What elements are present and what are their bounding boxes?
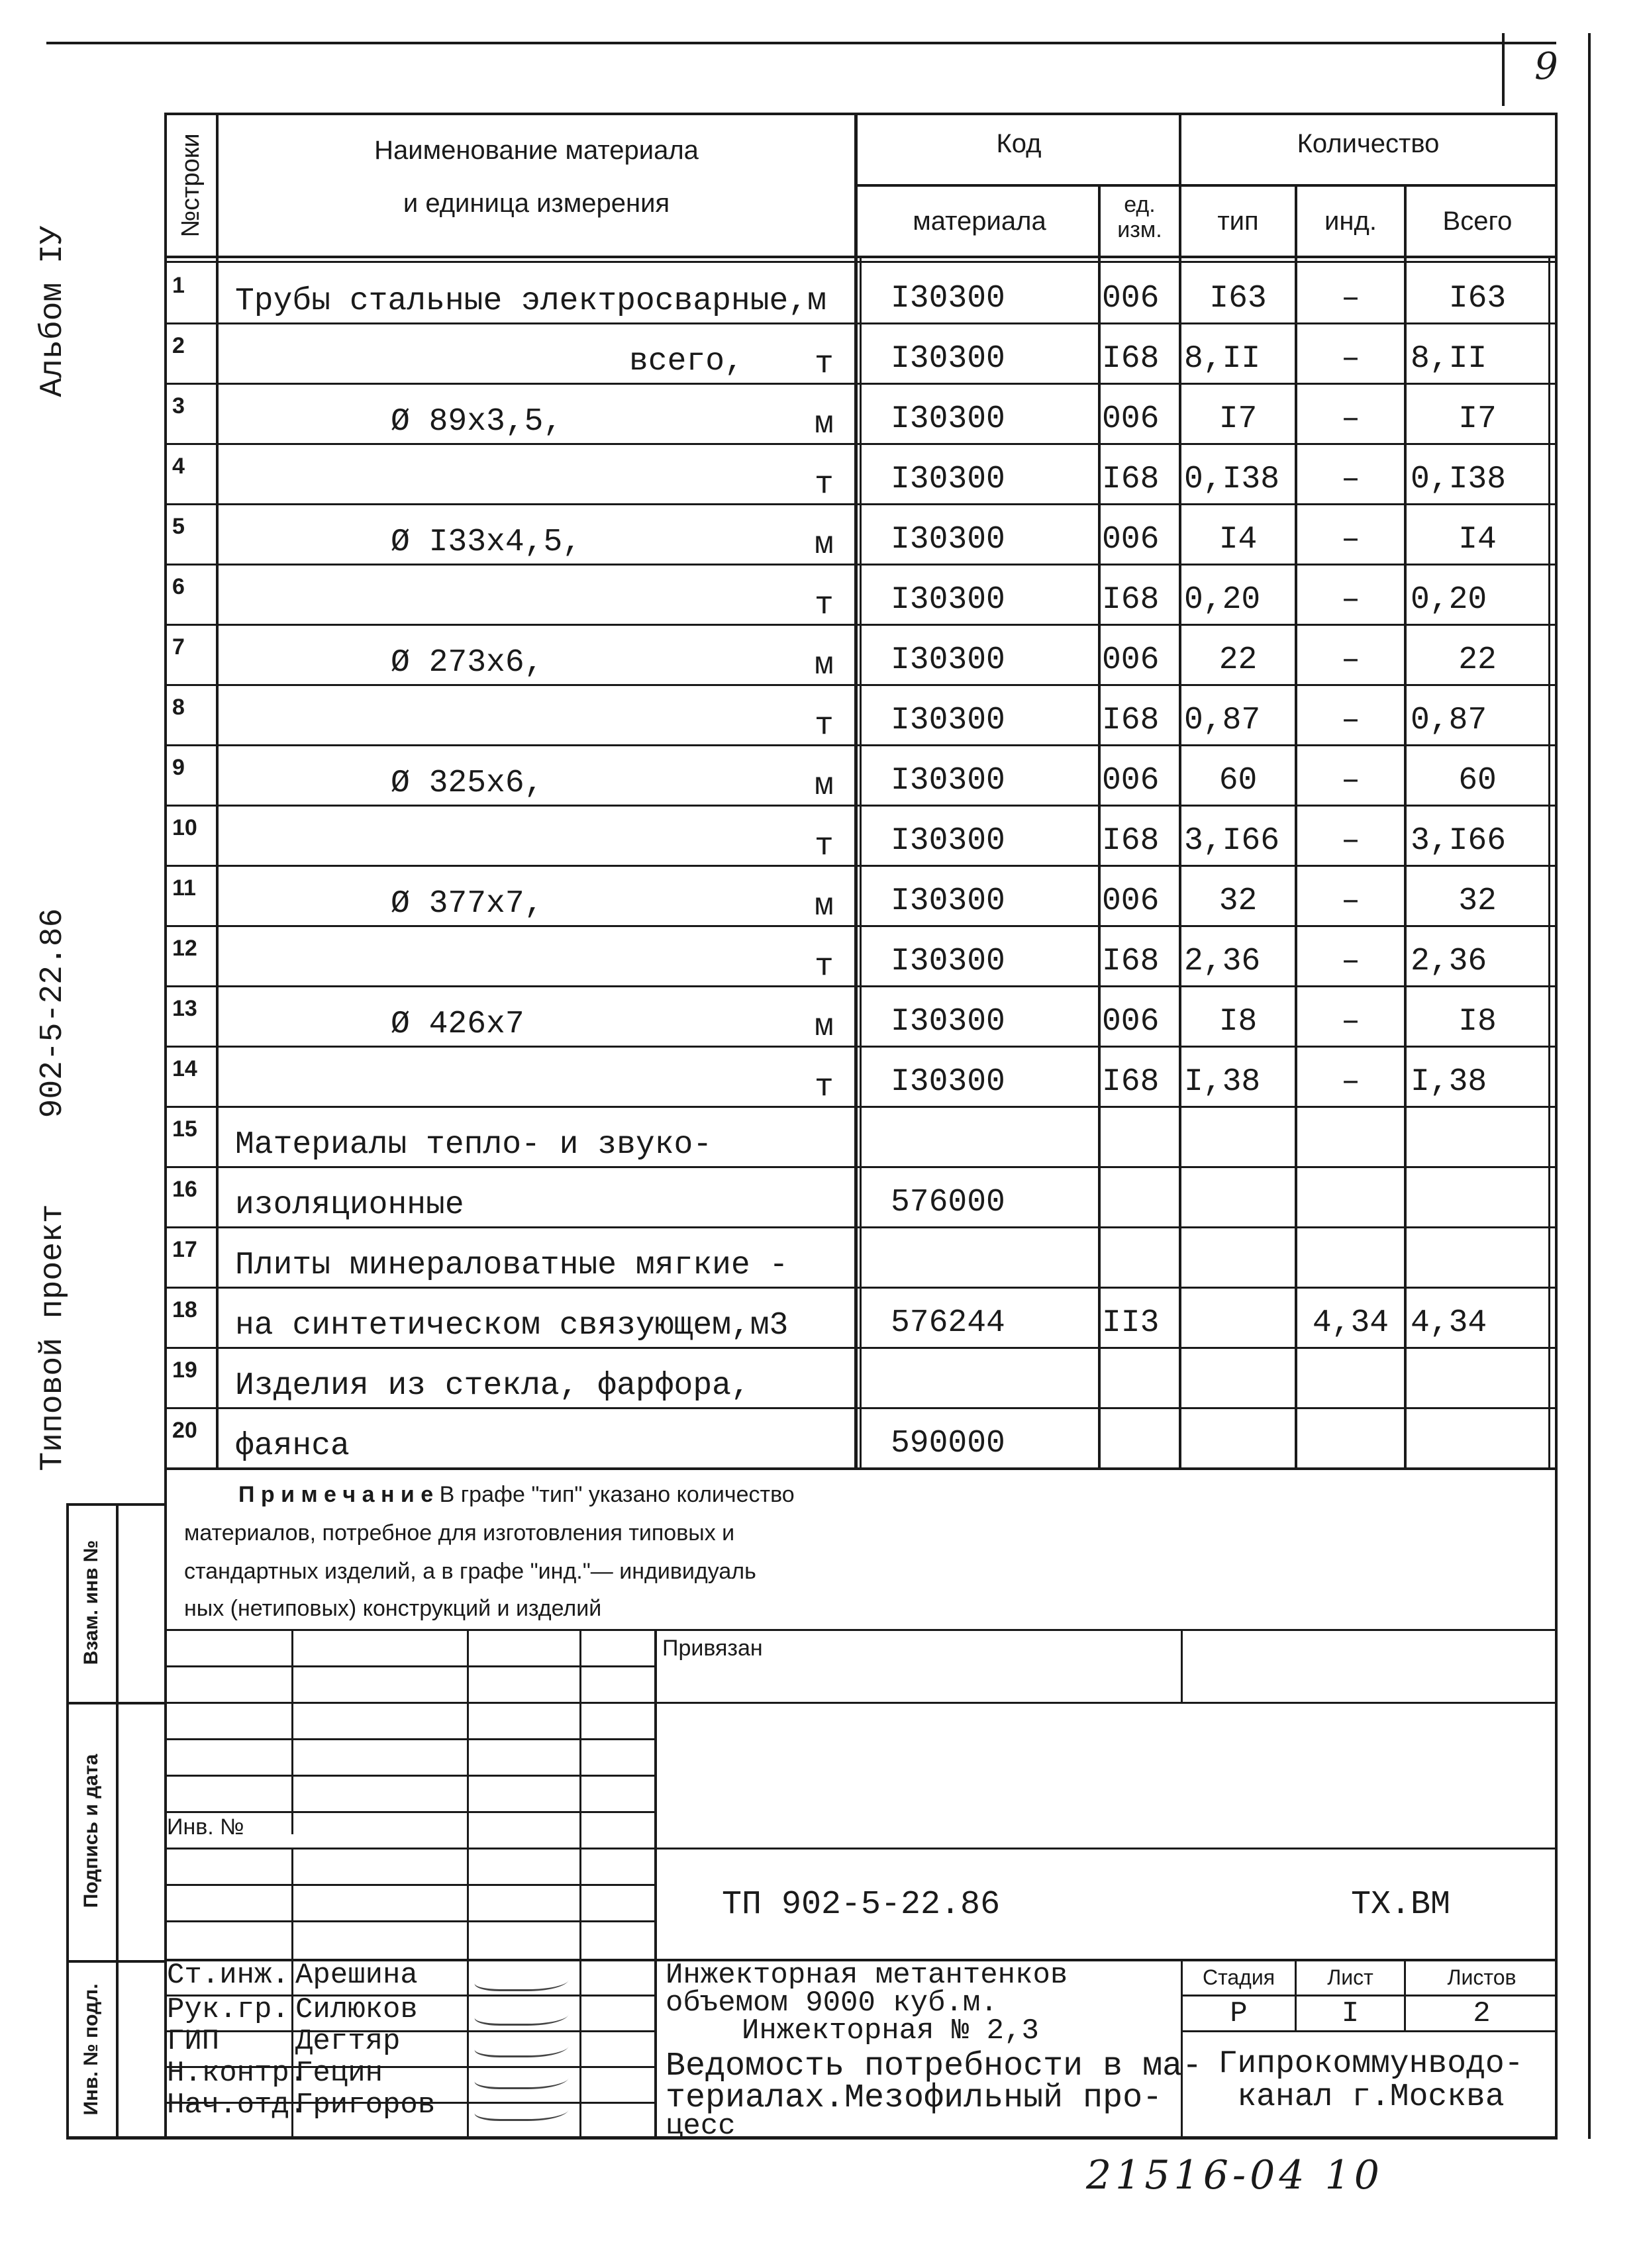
material-unit-label: м <box>815 527 834 563</box>
qty-total: 2,36 <box>1411 944 1487 979</box>
material-name: Ø 273х6, <box>391 645 544 681</box>
row-number: 12 <box>172 936 197 961</box>
header-type: тип <box>1217 207 1259 236</box>
note-line2: материалов, потребное для изготовления типовых и <box>184 1520 735 1546</box>
qty-ind: – <box>1341 341 1360 377</box>
desc-line3: Инжекторная № 2,3 <box>742 2014 1039 2047</box>
qty-ind: – <box>1341 944 1360 979</box>
desc-line4: Ведомость потребности в ма- <box>666 2047 1203 2085</box>
desc-line1: Инжекторная метантенков <box>666 1959 1068 1992</box>
row-rule <box>164 624 1558 626</box>
material-name: Трубы стальные электросварные,м <box>235 283 826 319</box>
qty-type: 3,I66 <box>1184 823 1280 859</box>
header-ind: инд. <box>1324 207 1377 236</box>
stamp-col-mid <box>116 1503 119 2139</box>
privyazan-label: Привязан <box>662 1636 763 1661</box>
qty-ind: – <box>1341 1064 1360 1100</box>
qty-total: 4,34 <box>1411 1305 1487 1341</box>
staff-name: Арешина <box>295 1959 418 1992</box>
field-vzam-inv: Взам. инв № <box>80 1540 102 1665</box>
material-code: 576000 <box>891 1185 1005 1220</box>
material-unit-label: т <box>815 467 834 503</box>
row-rule <box>164 503 1558 505</box>
material-unit-label: м <box>815 889 834 924</box>
org-line2: канал г.Москва <box>1237 2079 1505 2115</box>
row-number: 20 <box>172 1418 197 1443</box>
unit-code: I68 <box>1102 944 1160 979</box>
desc-line2: объемом 9000 куб.м. <box>666 1987 998 2020</box>
material-code: I30300 <box>891 944 1005 979</box>
qty-total: 32 <box>1458 883 1497 919</box>
note-line4: ных (нетиповых) конструкций и изделий <box>184 1596 602 1621</box>
material-unit-label: м <box>815 768 834 804</box>
qty-type: I8 <box>1219 1004 1258 1040</box>
material-name: Плиты минераловатные мягкие - <box>235 1248 789 1283</box>
tb-v-1 <box>291 1629 293 1834</box>
qty-type: I63 <box>1209 281 1267 317</box>
material-unit-label: м <box>815 648 834 683</box>
qty-type: 0,I38 <box>1184 462 1280 497</box>
qty-type: I,38 <box>1184 1064 1261 1100</box>
signature-scribble <box>472 1998 575 2026</box>
material-unit-label: м <box>815 407 834 442</box>
header-total: Всего <box>1442 207 1513 236</box>
material-code: I30300 <box>891 341 1005 377</box>
material-code: I30300 <box>891 281 1005 317</box>
qty-total: 0,I38 <box>1411 462 1507 497</box>
header-row-no: №строки <box>177 133 205 238</box>
unit-code: 006 <box>1102 401 1160 437</box>
staff-name: Дегтяр <box>295 2025 401 2058</box>
staff-role: Нач.отд. <box>167 2089 307 2122</box>
row-rule <box>164 1226 1558 1228</box>
staff-role: Ст.инж. <box>167 1959 289 1992</box>
material-name: Материалы тепло- и звуко- <box>235 1127 713 1163</box>
material-code: I30300 <box>891 462 1005 497</box>
header-material: материала <box>913 207 1046 236</box>
page-number: 9 <box>1534 45 1558 88</box>
material-name: фаянса <box>235 1428 350 1464</box>
row-number: 10 <box>172 815 197 840</box>
row-rule <box>164 925 1558 927</box>
table-bottom <box>164 1467 1558 1470</box>
qty-type: 8,II <box>1184 341 1261 377</box>
header-name-line1: Наименование материала <box>374 136 699 165</box>
row-number: 5 <box>172 514 185 539</box>
table-right-border <box>1555 113 1558 2139</box>
row-rule <box>164 985 1558 987</box>
tb-v-5 <box>1181 1629 1183 1702</box>
unit-code: I68 <box>1102 462 1160 497</box>
inv-no-label: Инв. № <box>167 1814 244 1840</box>
material-unit-label: т <box>815 708 834 744</box>
tb-v-3 <box>579 1629 581 2138</box>
staff-role: Рук.гр. <box>167 1993 289 2026</box>
top-rule <box>46 42 1556 44</box>
note-title: П р и м е ч а н и е <box>238 1482 434 1507</box>
album-label: Альбом IУ <box>35 225 71 397</box>
staff-role: Н.контр. <box>167 2057 307 2090</box>
qty-total: I4 <box>1458 522 1497 558</box>
tb-top <box>164 1629 1558 1631</box>
row-rule <box>164 383 1558 385</box>
staff-role: ГИП <box>167 2025 220 2058</box>
material-name: Ø 426х7 <box>391 1007 524 1042</box>
qty-ind: – <box>1341 462 1360 497</box>
qty-type: 32 <box>1219 883 1258 919</box>
material-unit-label: т <box>815 346 834 382</box>
qty-ind: – <box>1341 763 1360 799</box>
row-number: 17 <box>172 1237 197 1262</box>
row-rule <box>164 865 1558 867</box>
col-div-unit <box>1179 113 1181 1470</box>
material-name: изоляционные <box>235 1187 464 1223</box>
field-podpis-data: Подпись и дата <box>80 1753 102 1908</box>
unit-code: 006 <box>1102 1004 1160 1040</box>
tb-stage-h2 <box>1181 2030 1558 2032</box>
qty-type: I7 <box>1219 401 1258 437</box>
qty-ind: – <box>1341 823 1360 859</box>
material-code: I30300 <box>891 883 1005 919</box>
qty-type: 22 <box>1219 642 1258 678</box>
row-rule <box>164 443 1558 445</box>
material-code: I30300 <box>891 582 1005 618</box>
note-line1 <box>238 1482 795 1508</box>
material-code: I30300 <box>891 642 1005 678</box>
header-name-line2: и единица измерения <box>403 189 670 218</box>
col-div-name <box>854 113 858 1470</box>
header-quantity: Количество <box>1297 129 1440 158</box>
note-text-1: В графе "тип" указано количество <box>439 1482 795 1507</box>
qty-type: 0,20 <box>1184 582 1261 618</box>
row-rule <box>164 744 1558 746</box>
stage-value: Р <box>1230 1997 1248 2030</box>
row-rule <box>164 1347 1558 1349</box>
material-unit-label: т <box>815 587 834 623</box>
row-rule <box>164 322 1558 324</box>
project-code-side: 902-5-22.86 <box>35 908 71 1118</box>
row-number: 7 <box>172 634 185 660</box>
stamp-sep-1 <box>66 1503 166 1506</box>
tb-bottom <box>66 2136 1558 2140</box>
row-number: 6 <box>172 574 185 599</box>
qty-total: 60 <box>1458 763 1497 799</box>
stamp-sep-2 <box>66 1702 166 1704</box>
stamp-sep-3 <box>66 1960 166 1963</box>
signature-scribble <box>472 2094 575 2121</box>
qty-ind: – <box>1341 522 1360 558</box>
header-mid <box>858 184 1558 187</box>
material-name: Ø 89х3,5, <box>391 404 563 440</box>
material-code: I30300 <box>891 763 1005 799</box>
row-number: 15 <box>172 1116 197 1142</box>
tb-h-7 <box>164 1848 1558 1849</box>
staff-name: Гецин <box>295 2057 383 2090</box>
tb-stage-h1 <box>1181 1995 1558 1997</box>
material-name: всего, <box>629 344 744 379</box>
material-code: I30300 <box>891 823 1005 859</box>
material-code: I30300 <box>891 401 1005 437</box>
signature-scribble <box>472 2030 575 2057</box>
page-number-box-right <box>1588 33 1591 2139</box>
unit-code: 006 <box>1102 281 1160 317</box>
col-div-ind <box>1404 184 1407 1470</box>
qty-total: I8 <box>1458 1004 1497 1040</box>
qty-total: 22 <box>1458 642 1497 678</box>
material-unit-label: м <box>815 1009 834 1045</box>
qty-type: I4 <box>1219 522 1258 558</box>
footer-number: 21516-04 10 <box>1086 2152 1383 2198</box>
field-inv-podl: Инв. № подл. <box>80 1983 102 2116</box>
stamp-col-left <box>66 1503 69 2139</box>
row-rule <box>164 1046 1558 1048</box>
header-top <box>164 113 1558 115</box>
row-number: 4 <box>172 454 185 479</box>
unit-code: 006 <box>1102 763 1160 799</box>
sheet-value: I <box>1341 1997 1360 2030</box>
tb-v-2 <box>467 1629 469 2138</box>
qty-total: I63 <box>1448 281 1507 317</box>
signature-scribble <box>472 2062 575 2089</box>
material-code: I30300 <box>891 1004 1005 1040</box>
row-number: 11 <box>172 875 196 901</box>
header-unit: ед. изм. <box>1117 192 1162 242</box>
qty-ind: 4,34 <box>1312 1305 1389 1341</box>
row-number: 9 <box>172 755 185 780</box>
row-number: 1 <box>172 273 185 298</box>
material-code: I30300 <box>891 1064 1005 1100</box>
qty-ind: – <box>1341 703 1360 738</box>
material-unit-label: т <box>815 828 834 864</box>
material-name: Изделия из стекла, фарфора, <box>235 1368 750 1404</box>
row-number: 8 <box>172 695 185 720</box>
row-number: 13 <box>172 996 197 1021</box>
material-code: I30300 <box>891 522 1005 558</box>
note-line3: стандартных изделий, а в графе "инд."— индивидуаль <box>184 1559 756 1584</box>
unit-code: 006 <box>1102 883 1160 919</box>
qty-ind: – <box>1341 401 1360 437</box>
material-code: 576244 <box>891 1305 1005 1341</box>
unit-code: 006 <box>1102 522 1160 558</box>
qty-ind: – <box>1341 883 1360 919</box>
row-number: 2 <box>172 333 185 358</box>
qty-total: 3,I66 <box>1411 823 1507 859</box>
material-name: Ø 377х7, <box>391 886 544 922</box>
header-code: Код <box>996 129 1042 158</box>
material-name: Ø I33х4,5, <box>391 524 582 560</box>
unit-code: I68 <box>1102 582 1160 618</box>
row-number: 19 <box>172 1357 197 1383</box>
sheets-label: Листов <box>1447 1965 1517 1989</box>
row-number: 3 <box>172 393 185 419</box>
material-name: Ø 325х6, <box>391 765 544 801</box>
doc-mark: ТХ.ВМ <box>1351 1886 1451 1924</box>
qty-type: 0,87 <box>1184 703 1261 738</box>
material-code: 590000 <box>891 1426 1005 1461</box>
sheets-value: 2 <box>1473 1997 1491 2030</box>
row-rule <box>164 1287 1558 1289</box>
qty-ind: – <box>1341 582 1360 618</box>
col-div-code <box>1098 184 1101 1470</box>
unit-code: I68 <box>1102 703 1160 738</box>
material-code: I30300 <box>891 703 1005 738</box>
material-unit-label: т <box>815 1069 834 1105</box>
unit-code: I68 <box>1102 823 1160 859</box>
qty-type: 60 <box>1219 763 1258 799</box>
row-rule <box>164 805 1558 807</box>
qty-total: I7 <box>1458 401 1497 437</box>
staff-name: Силюков <box>295 1993 418 2026</box>
qty-ind: – <box>1341 642 1360 678</box>
qty-type: 2,36 <box>1184 944 1261 979</box>
project-label-side: Типовой проект <box>35 1204 71 1471</box>
material-name: на синтетическом связующем,м3 <box>235 1308 789 1344</box>
qty-total: 0,87 <box>1411 703 1487 738</box>
row-rule <box>164 1407 1558 1409</box>
org-line1: Гипрокоммунводо- <box>1218 2046 1524 2082</box>
desc-line5: териалах.Мезофильный про- <box>666 2079 1163 2117</box>
qty-total: I,38 <box>1411 1064 1487 1100</box>
tb-h-3 <box>164 1702 1558 1704</box>
row-rule <box>164 564 1558 566</box>
qty-ind: – <box>1341 281 1360 317</box>
material-unit-label: т <box>815 949 834 985</box>
row-number: 18 <box>172 1297 197 1322</box>
row-rule <box>164 1166 1558 1168</box>
tb-v-4 <box>654 1629 657 2138</box>
unit-code: II3 <box>1102 1305 1160 1341</box>
unit-code: I68 <box>1102 341 1160 377</box>
unit-code: 006 <box>1102 642 1160 678</box>
signature-scribble <box>472 1964 575 1991</box>
unit-code: I68 <box>1102 1064 1160 1100</box>
qty-total: 8,II <box>1411 341 1487 377</box>
doc-code: ТП 902-5-22.86 <box>722 1886 1001 1924</box>
col-div-num <box>216 113 219 1470</box>
qty-ind: – <box>1341 1004 1360 1040</box>
desc-line6: цесс <box>666 2110 736 2143</box>
row-rule <box>164 1106 1558 1108</box>
staff-name: Григоров <box>295 2089 436 2122</box>
qty-total: 0,20 <box>1411 582 1487 618</box>
row-number: 14 <box>172 1056 197 1081</box>
stage-label: Стадия <box>1202 1965 1275 1989</box>
sheet-label: Лист <box>1327 1965 1373 1989</box>
row-number: 16 <box>172 1177 197 1202</box>
row-rule <box>164 684 1558 686</box>
